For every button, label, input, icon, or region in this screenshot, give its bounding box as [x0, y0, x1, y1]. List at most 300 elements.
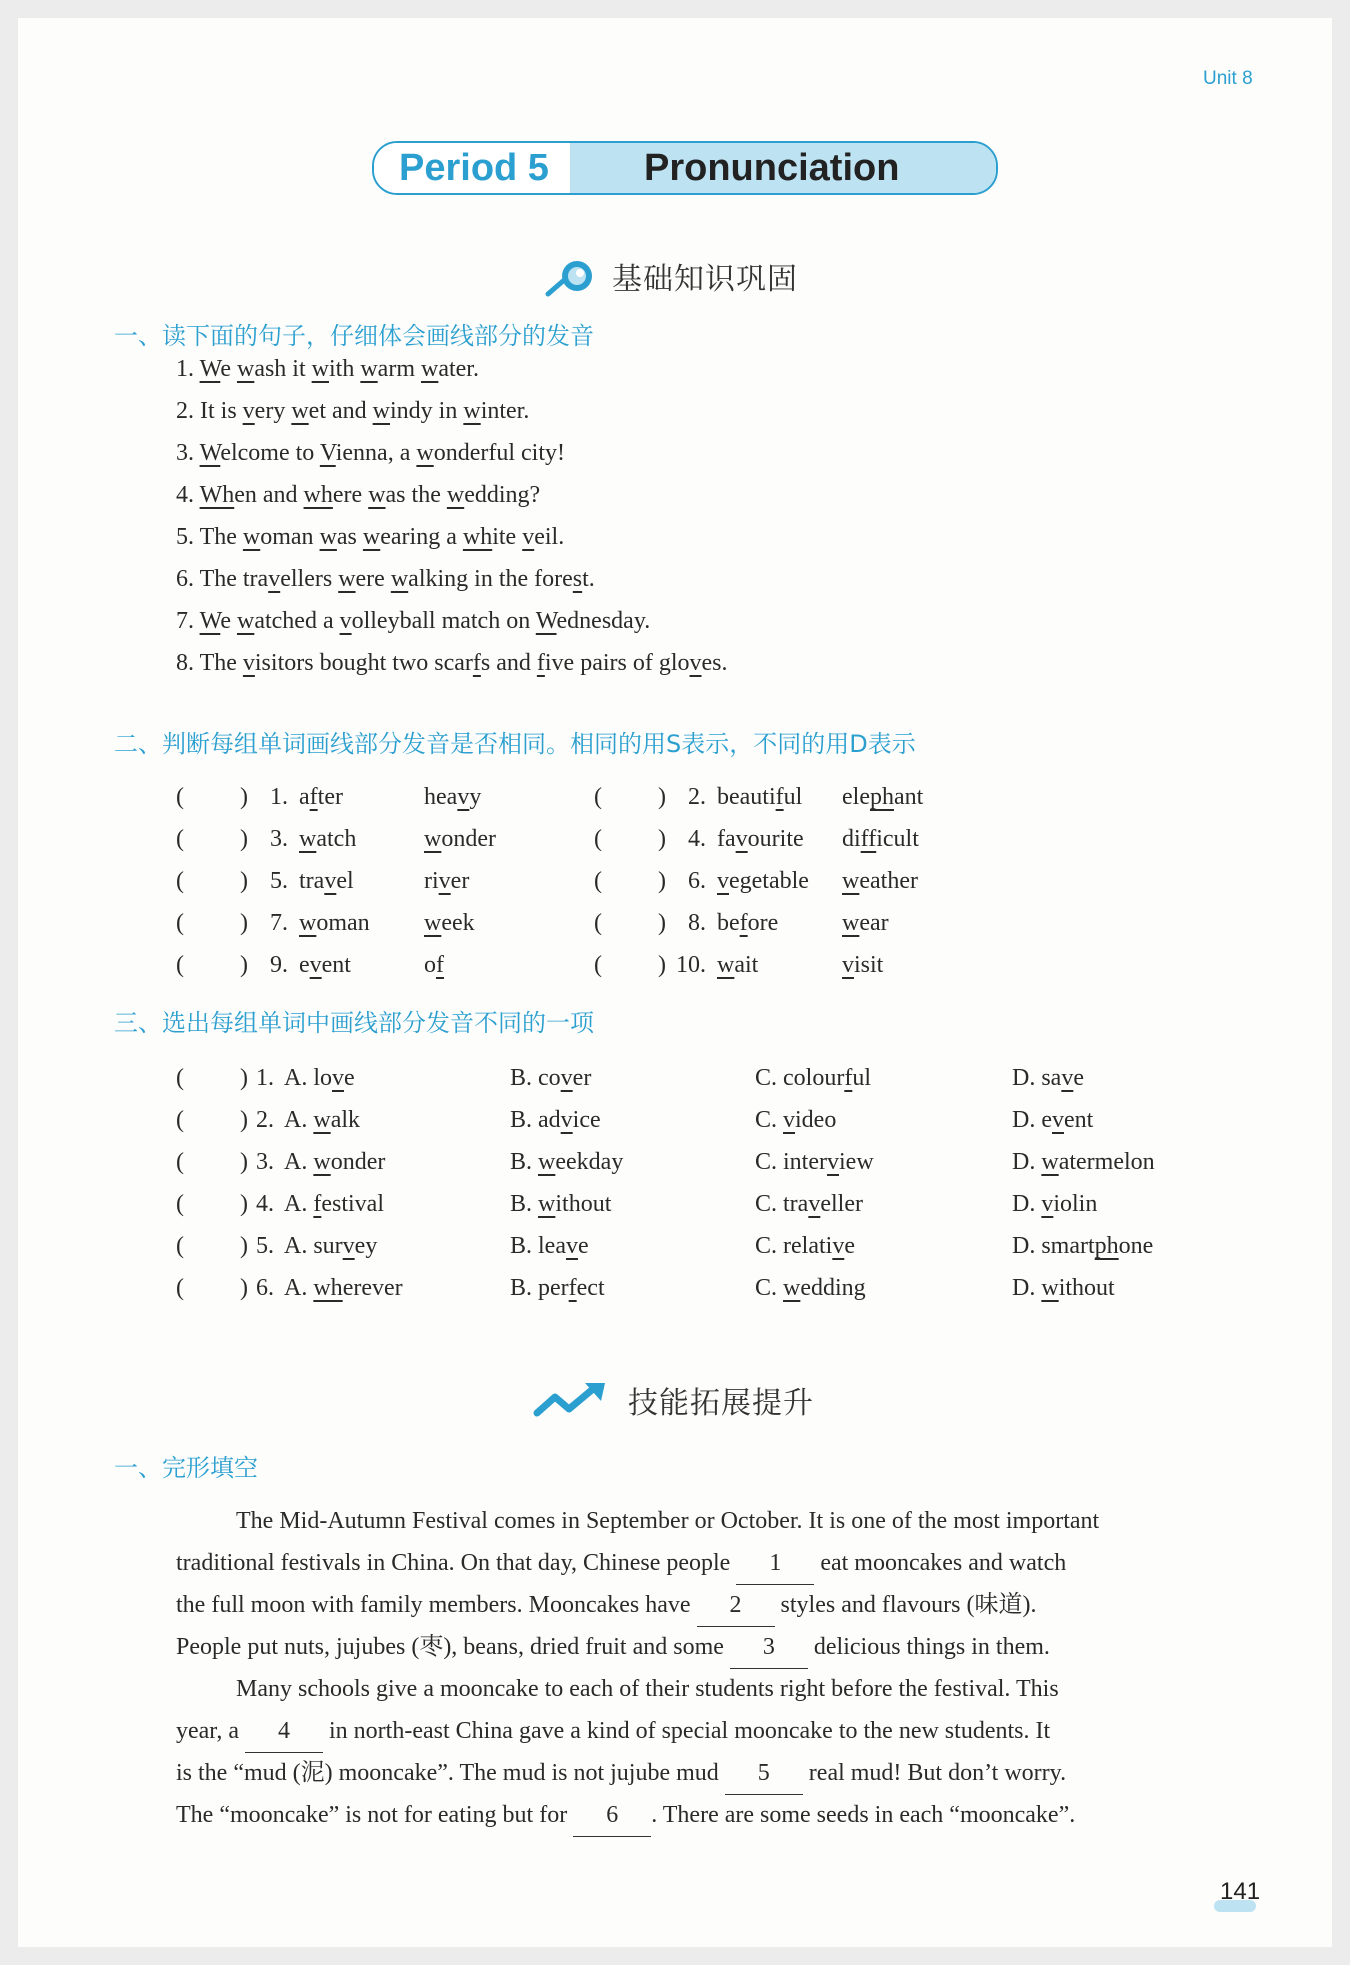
cloze-blank-3[interactable]: 3	[730, 1626, 808, 1669]
text-segment: iew	[839, 1149, 874, 1175]
item-number: 5.	[270, 868, 288, 894]
underlined-letters: w	[242, 524, 261, 550]
item-number: 3.	[256, 1149, 274, 1175]
text-segment: ect	[576, 1275, 605, 1301]
underlined-letters: w	[424, 826, 442, 852]
underlined-letters: w	[372, 398, 390, 424]
text-segment: ent	[1063, 1107, 1094, 1133]
text-segment: styles and flavours (味道).	[774, 1592, 1037, 1618]
text-segment: C. tra	[755, 1191, 809, 1217]
text-segment: egetable	[729, 868, 809, 894]
answer-paren-open[interactable]: (	[176, 1149, 184, 1175]
text-segment: ul	[783, 784, 803, 810]
underlined-letters: v	[438, 868, 451, 894]
answer-paren-close[interactable]: )	[240, 952, 248, 978]
option-c	[755, 1065, 871, 1092]
underlined-letters: v	[457, 784, 470, 810]
text-segment: fa	[717, 826, 736, 852]
text-segment: 7.	[176, 608, 200, 634]
text-segment: real mud! But don’t worry.	[802, 1760, 1067, 1786]
text-segment: atched a	[254, 608, 340, 634]
text-segment: ourite	[747, 826, 804, 852]
word-2	[842, 826, 919, 853]
cloze-heading: 一、完形填空	[114, 1454, 258, 1482]
underlined-letters: w	[463, 398, 481, 424]
text-segment: ithout	[555, 1191, 612, 1217]
text-segment: ere	[355, 566, 391, 592]
underlined-letters: w	[338, 566, 356, 592]
underlined-letters: v	[339, 608, 352, 634]
text-segment: di	[842, 826, 861, 852]
text-segment: A.	[284, 1149, 314, 1175]
text-segment: beauti	[717, 784, 776, 810]
text-segment: er	[450, 868, 470, 894]
underlined-letters: W	[199, 356, 221, 382]
passage-line	[176, 1794, 1075, 1837]
answer-paren-close[interactable]: )	[658, 784, 666, 810]
text-segment: 6. The tra	[176, 566, 269, 592]
text-segment: estival	[321, 1191, 384, 1217]
text-segment: oman	[260, 524, 320, 550]
text-segment: A.	[284, 1275, 314, 1301]
answer-paren-close[interactable]: )	[240, 1065, 248, 1091]
text-segment: year, a	[176, 1718, 245, 1744]
passage-line	[236, 1668, 1059, 1710]
underlined-letters: v	[832, 1233, 845, 1259]
option-d	[1012, 1275, 1115, 1302]
sentence	[176, 398, 529, 425]
text-segment: tra	[299, 868, 325, 894]
underlined-letters: w	[1041, 1149, 1059, 1175]
text-segment: ednesday.	[556, 608, 651, 634]
text-segment: A. lo	[284, 1065, 332, 1091]
underlined-letters: v	[717, 868, 729, 894]
text-segment: ideo	[795, 1107, 837, 1133]
text-segment: be	[717, 910, 740, 936]
text-segment: onderful city!	[433, 440, 565, 466]
text-segment: The Mid-Autumn Festival comes in September or October. It is one of the most important	[236, 1508, 1100, 1534]
underlined-letters: v	[309, 952, 322, 978]
passage-line	[176, 1626, 1050, 1669]
underlined-letters: w	[362, 524, 381, 550]
answer-paren-close[interactable]: )	[240, 784, 248, 810]
text-segment: ith	[328, 356, 361, 382]
underlined-letters: f	[536, 650, 545, 676]
cloze-blank-4[interactable]: 4	[245, 1710, 323, 1753]
text-segment: ellers	[280, 566, 339, 592]
text-segment: edding?	[464, 482, 541, 508]
text-segment: A.	[284, 1107, 314, 1133]
answer-paren-close[interactable]: )	[240, 910, 248, 936]
underlined-letters: v	[783, 1107, 796, 1133]
text-segment: 5. The	[176, 524, 243, 550]
cloze-blank-2[interactable]: 2	[697, 1584, 775, 1627]
text-segment: eller	[820, 1191, 863, 1217]
option-a	[284, 1107, 360, 1134]
text-segment: B. ad	[510, 1107, 561, 1133]
answer-paren-close[interactable]: )	[240, 826, 248, 852]
word-1	[299, 952, 351, 979]
option-a	[284, 1065, 355, 1092]
text-segment: 2. It is	[176, 398, 243, 424]
text-segment: C.	[755, 1107, 784, 1133]
answer-paren-open[interactable]: (	[176, 784, 184, 810]
text-segment: ite	[492, 524, 523, 550]
word-2	[424, 868, 469, 895]
text-segment: Many schools give a mooncake to each of their students right before the festival. This	[236, 1676, 1059, 1702]
text-segment: delicious things in them.	[807, 1634, 1050, 1660]
text-segment: hea	[424, 784, 458, 810]
text-segment: D. smart	[1012, 1233, 1095, 1259]
word-1	[717, 952, 758, 979]
cloze-blank-6[interactable]: 6	[573, 1794, 651, 1837]
underlined-letters: W	[535, 608, 557, 634]
text-segment: icult	[876, 826, 919, 852]
underlined-letters: v	[268, 566, 281, 592]
text-segment: en and	[234, 482, 304, 508]
underlined-letters: Wh	[199, 482, 235, 508]
text-segment: ri	[424, 868, 439, 894]
answer-paren-close[interactable]: )	[240, 868, 248, 894]
answer-paren-open[interactable]: (	[176, 952, 184, 978]
underlined-letters: f	[313, 1191, 322, 1217]
underlined-letters: v	[689, 650, 702, 676]
text-segment: onder	[441, 826, 496, 852]
word-1	[299, 784, 343, 811]
item-number: 5.	[256, 1233, 274, 1259]
underlined-letters: v	[324, 868, 337, 894]
text-segment: 1.	[176, 356, 200, 382]
sentence	[176, 650, 728, 677]
text-segment: et and	[308, 398, 373, 424]
word-1	[717, 826, 804, 853]
word-2	[842, 784, 923, 811]
text-segment: in north-east China gave a kind of special mooncake to the new students. It	[323, 1718, 1051, 1744]
text-segment: o	[424, 952, 436, 978]
sentence	[176, 440, 565, 467]
underlined-letters: w	[416, 440, 434, 466]
answer-paren-close[interactable]: )	[240, 1107, 248, 1133]
text-segment: ere	[332, 482, 369, 508]
underlined-letters: v	[560, 1107, 573, 1133]
text-segment: arm	[377, 356, 421, 382]
option-b	[510, 1107, 601, 1134]
word-1	[717, 868, 809, 895]
topic-label: Pronunciation	[644, 147, 900, 189]
text-segment: e	[220, 356, 237, 382]
underlined-letters: f	[844, 1065, 853, 1091]
answer-paren-open[interactable]: (	[176, 1275, 184, 1301]
underlined-letters: w	[783, 1275, 801, 1301]
answer-paren-open[interactable]: (	[176, 1065, 184, 1091]
text-segment: isitors bought two scar	[254, 650, 473, 676]
text-segment: as	[336, 524, 363, 550]
cloze-blank-5[interactable]: 5	[725, 1752, 803, 1795]
answer-paren-open[interactable]: (	[594, 952, 602, 978]
underlined-letters: w	[424, 910, 442, 936]
underlined-letters: w	[390, 566, 409, 592]
underlined-letters: v	[242, 650, 255, 676]
item-number: 3.	[270, 826, 288, 852]
underlined-letters: w	[717, 952, 735, 978]
text-segment: ive pairs of glo	[544, 650, 690, 676]
section-title-skills: 技能拓展提升	[628, 1386, 814, 1421]
text-segment: ter	[317, 784, 343, 810]
sentence	[176, 356, 479, 383]
word-1	[717, 784, 802, 811]
text-segment: ithout	[1058, 1275, 1115, 1301]
text-segment: D.	[1012, 1191, 1042, 1217]
option-c	[755, 1149, 874, 1176]
text-segment: ele	[842, 784, 870, 810]
underlined-letters: w	[236, 356, 255, 382]
underlined-letters: w	[313, 1107, 331, 1133]
item-number: 2.	[688, 784, 706, 810]
option-a	[284, 1233, 377, 1260]
option-b	[510, 1149, 623, 1176]
option-d	[1012, 1191, 1097, 1218]
text-segment: e	[844, 1233, 855, 1259]
answer-paren-open[interactable]: (	[176, 868, 184, 894]
text-segment: ent	[321, 952, 351, 978]
item-number: 1.	[256, 1065, 274, 1091]
answer-paren-close[interactable]: )	[240, 1233, 248, 1259]
underlined-letters: v	[827, 1149, 839, 1175]
underlined-letters: v	[1061, 1065, 1074, 1091]
item-number: 4.	[256, 1191, 274, 1217]
option-d	[1012, 1233, 1153, 1260]
answer-paren-close[interactable]: )	[240, 1149, 248, 1175]
underlined-letters: wh	[462, 524, 493, 550]
underlined-letters: w	[420, 356, 439, 382]
word-1	[717, 910, 778, 937]
word-1	[299, 868, 354, 895]
text-segment: atch	[316, 826, 357, 852]
word-2	[424, 784, 481, 811]
underlined-letters: w	[236, 608, 255, 634]
text-segment: ant	[893, 784, 924, 810]
text-segment: ear	[859, 910, 889, 936]
underlined-letters: w	[368, 482, 386, 508]
text-segment: ey	[354, 1233, 378, 1259]
answer-paren-close[interactable]: )	[658, 910, 666, 936]
underlined-letters: W	[199, 440, 221, 466]
text-segment: e	[1073, 1065, 1084, 1091]
text-segment: ice	[572, 1107, 601, 1133]
text-segment: 3.	[176, 440, 200, 466]
underlined-letters: ff	[860, 826, 877, 852]
underlined-letters: w	[360, 356, 378, 382]
text-segment: ater.	[438, 356, 479, 382]
period-label: Period 5	[399, 147, 549, 189]
text-segment: a	[299, 784, 310, 810]
answer-paren-close[interactable]: )	[240, 1275, 248, 1301]
underlined-letters: v	[735, 826, 748, 852]
text-segment: edding	[800, 1275, 866, 1301]
option-d	[1012, 1149, 1155, 1176]
text-segment: eek	[441, 910, 475, 936]
answer-paren-open[interactable]: (	[176, 1233, 184, 1259]
underlined-letters: w	[299, 910, 317, 936]
underlined-letters: v	[522, 524, 535, 550]
answer-paren-open[interactable]: (	[594, 784, 602, 810]
text-segment: ash it	[254, 356, 312, 382]
text-segment: A. sur	[284, 1233, 343, 1259]
option-c	[755, 1275, 866, 1302]
magnifier-icon	[545, 256, 601, 298]
option-a	[284, 1191, 384, 1218]
option-b	[510, 1233, 589, 1260]
text-segment: ery	[254, 398, 292, 424]
part3-heading: 三、选出每组单词中画线部分发音不同的一项	[114, 1009, 594, 1037]
text-segment: indy in	[390, 398, 464, 424]
text-segment: B. per	[510, 1275, 569, 1301]
underlined-letters: s	[572, 566, 583, 592]
underlined-letters: w	[313, 1149, 331, 1175]
option-c	[755, 1107, 836, 1134]
option-a	[284, 1275, 403, 1302]
underlined-letters: v	[842, 952, 854, 978]
text-segment: B.	[510, 1191, 539, 1217]
trend-up-icon	[533, 1381, 609, 1421]
underlined-letters: f	[472, 650, 481, 676]
text-segment: People put nuts, jujubes (枣), beans, dried fruit and some	[176, 1634, 730, 1660]
text-segment: D. sa	[1012, 1065, 1062, 1091]
answer-paren-open[interactable]: (	[594, 826, 602, 852]
underlined-letters: w	[842, 910, 860, 936]
answer-paren-open[interactable]: (	[176, 910, 184, 936]
item-number: 2.	[256, 1107, 274, 1133]
text-segment: C. relati	[755, 1233, 833, 1259]
item-number: 10.	[676, 952, 706, 978]
underlined-letters: W	[199, 608, 221, 634]
underlined-letters: ph	[1094, 1233, 1119, 1259]
underlined-letters: f	[739, 910, 748, 936]
underlined-letters: f	[775, 784, 784, 810]
underlined-letters: w	[538, 1149, 556, 1175]
item-number: 7.	[270, 910, 288, 936]
text-segment: onder	[330, 1149, 386, 1175]
word-2	[424, 952, 444, 979]
text-segment: earing a	[380, 524, 463, 550]
underlined-letters: w	[446, 482, 465, 508]
underlined-letters: f	[436, 952, 444, 978]
text-segment: B. lea	[510, 1233, 566, 1259]
part1-heading: 一、读下面的句子，仔细体会画线部分的发音	[114, 322, 594, 350]
text-segment: olleyball match on	[351, 608, 536, 634]
text-segment: D. e	[1012, 1107, 1052, 1133]
text-segment: ait	[734, 952, 759, 978]
option-b	[510, 1275, 605, 1302]
underlined-letters: V	[319, 440, 336, 466]
section-title-basic: 基础知识巩固	[612, 262, 798, 297]
underlined-letters: w	[311, 356, 329, 382]
answer-paren-close[interactable]: )	[658, 952, 666, 978]
text-segment: D.	[1012, 1275, 1042, 1301]
underlined-letters: wh	[313, 1275, 343, 1301]
text-segment: alking in the fore	[408, 566, 573, 592]
text-segment: eekday	[555, 1149, 624, 1175]
unit-label: Unit 8	[1203, 68, 1253, 89]
text-segment: ore	[747, 910, 779, 936]
text-segment: C. colour	[755, 1065, 845, 1091]
text-segment: C. inter	[755, 1149, 827, 1175]
passage-line	[236, 1500, 1099, 1542]
answer-paren-open[interactable]: (	[176, 1107, 184, 1133]
text-segment: one	[1118, 1233, 1154, 1259]
option-d	[1012, 1065, 1084, 1092]
item-number: 4.	[688, 826, 706, 852]
underlined-letters: v	[342, 1233, 355, 1259]
text-segment: eil.	[534, 524, 565, 550]
item-number: 9.	[270, 952, 288, 978]
word-2	[424, 826, 496, 853]
underlined-letters: v	[332, 1065, 344, 1091]
underlined-letters: w	[842, 868, 860, 894]
answer-paren-open[interactable]: (	[594, 868, 602, 894]
underlined-letters: v	[560, 1065, 573, 1091]
word-2	[842, 868, 918, 895]
word-2	[424, 910, 475, 937]
text-segment: atermelon	[1058, 1149, 1155, 1175]
text-segment: the full moon with family members. Mooncakes have	[176, 1592, 697, 1618]
underlined-letters: v	[565, 1233, 578, 1259]
underlined-letters: w	[1041, 1275, 1059, 1301]
underlined-letters: f	[568, 1275, 577, 1301]
text-segment: eather	[859, 868, 918, 894]
underlined-letters: v	[1041, 1191, 1054, 1217]
text-segment: A.	[284, 1191, 314, 1217]
underlined-letters: ph	[869, 784, 894, 810]
text-segment: t.	[582, 566, 595, 592]
answer-paren-close[interactable]: )	[240, 1191, 248, 1217]
answer-paren-open[interactable]: (	[176, 826, 184, 852]
underlined-letters: w	[538, 1191, 556, 1217]
underlined-letters: w	[291, 398, 309, 424]
word-2	[842, 910, 889, 937]
answer-paren-close[interactable]: )	[658, 868, 666, 894]
answer-paren-close[interactable]: )	[658, 826, 666, 852]
text-segment: 4.	[176, 482, 200, 508]
underlined-letters: f	[309, 784, 318, 810]
text-segment: as the	[385, 482, 447, 508]
text-segment: oman	[316, 910, 370, 936]
text-segment: alk	[330, 1107, 361, 1133]
text-segment: isit	[854, 952, 884, 978]
text-segment: erever	[342, 1275, 403, 1301]
text-segment: e	[577, 1233, 589, 1259]
text-segment: eat mooncakes and watch	[814, 1550, 1067, 1576]
text-segment: B. co	[510, 1065, 561, 1091]
item-number: 6.	[256, 1275, 274, 1301]
text-segment: e	[299, 952, 310, 978]
text-segment: traditional festivals in China. On that day, Chinese people	[176, 1550, 737, 1576]
text-segment: e	[344, 1065, 355, 1091]
underlined-letters: wh	[303, 482, 333, 508]
answer-paren-open[interactable]: (	[594, 910, 602, 936]
underlined-letters: v	[242, 398, 255, 424]
sentence	[176, 608, 650, 635]
sentence	[176, 524, 564, 551]
workbook-page	[18, 18, 1332, 1947]
passage-line	[176, 1542, 1066, 1585]
text-segment: ienna, a	[335, 440, 417, 466]
answer-paren-open[interactable]: (	[176, 1191, 184, 1217]
text-segment: e	[220, 608, 237, 634]
text-segment: es.	[701, 650, 728, 676]
option-c	[755, 1191, 863, 1218]
cloze-blank-1[interactable]: 1	[736, 1542, 814, 1585]
